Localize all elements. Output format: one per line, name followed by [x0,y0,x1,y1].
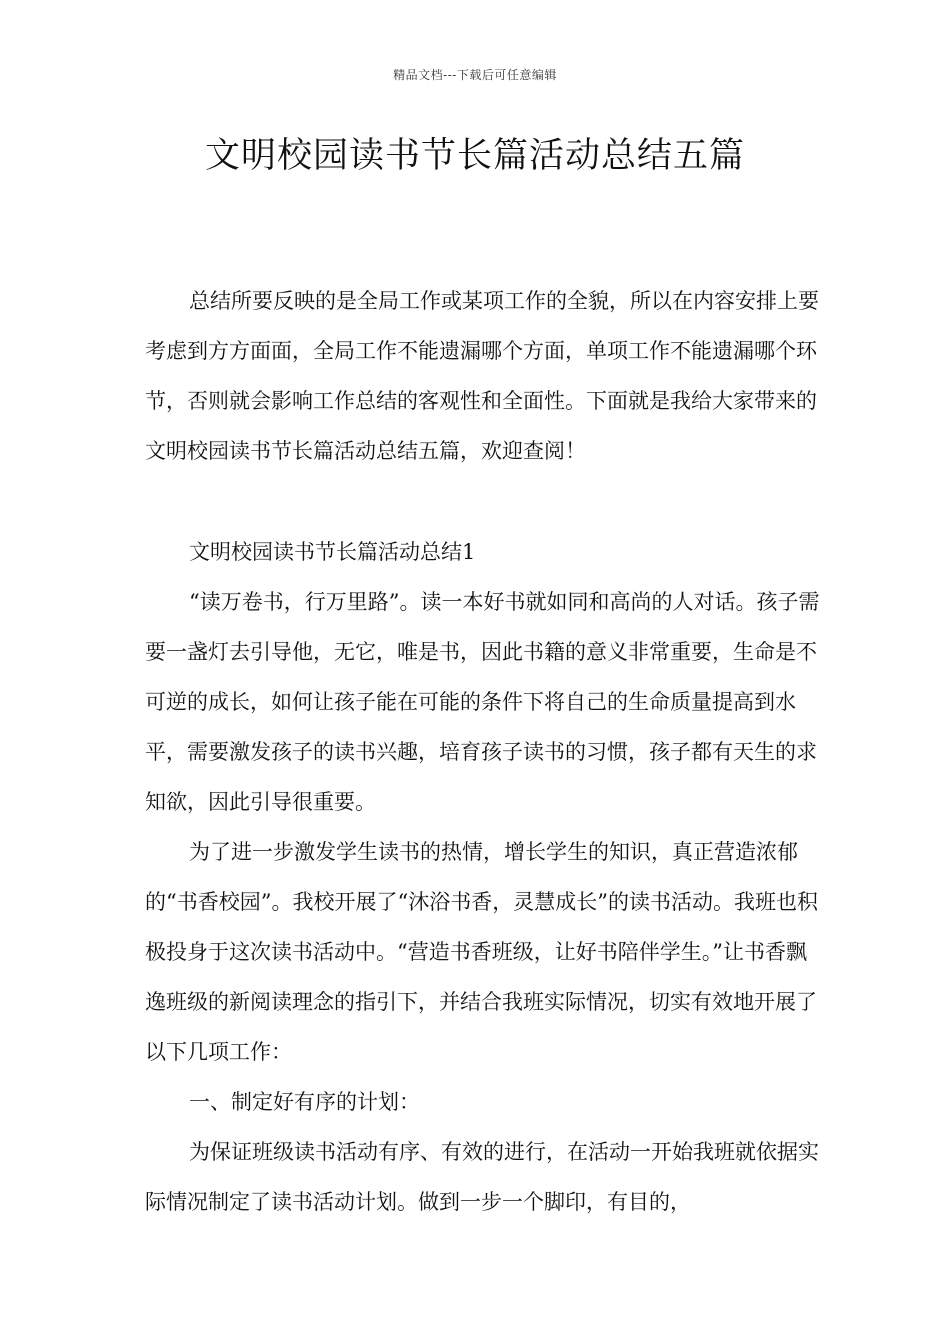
document-title: 文明校园读书节长篇活动总结五篇 [204,136,745,176]
paragraph: 为了进一步激发学生读书的热情，增长学生的知识，真正营造浓郁的“书香校园”。我校开展了“沐浴书香，灵慧成长”的读书活动。我班也积极投身于这次读书活动中。“营造书香班级，让好书陪伴学生。”让书香飘逸班级的新阅读理念的指引下，并结合我班实际情况，切实有效地开展了以下几项工作： [145,840,818,1064]
header-note: 精品文档---下载后可任意编辑 [393,68,557,82]
section-1 [145,527,825,1227]
intro-block [145,276,825,476]
section-heading: 文明校园读书节长篇活动总结1 [189,540,476,564]
intro-paragraph: 总结所要反映的是全局工作或某项工作的全貌，所以在内容安排上要考虑到方方面面，全局工作不能遗漏哪个方面，单项工作不能遗漏哪个环节，否则就会影响工作总结的客观性和全面性。下面就是我给大家带来的文明校园读书节长篇活动总结五篇，欢迎查阅！ [145,289,819,463]
paragraph: “读万卷书，行万里路”。读一本好书就如同和高尚的人对话。孩子需要一盏灯去引导他，无它，唯是书，因此书籍的意义非常重要，生命是不可逆的成长，如何让孩子能在可能的条件下将自己的生命质量提高到水平，需要激发孩子的读书兴趣，培育孩子读书的习惯，孩子都有天生的求知欲，因此引导很重要。 [145,590,820,814]
paragraph: 一、制定好有序的计划： [189,1090,420,1114]
paragraph: 为保证班级读书活动有序、有效的进行，在活动一开始我班就依据实际情况制定了读书活动计划。做到一步一个脚印，有目的， [145,1140,819,1214]
